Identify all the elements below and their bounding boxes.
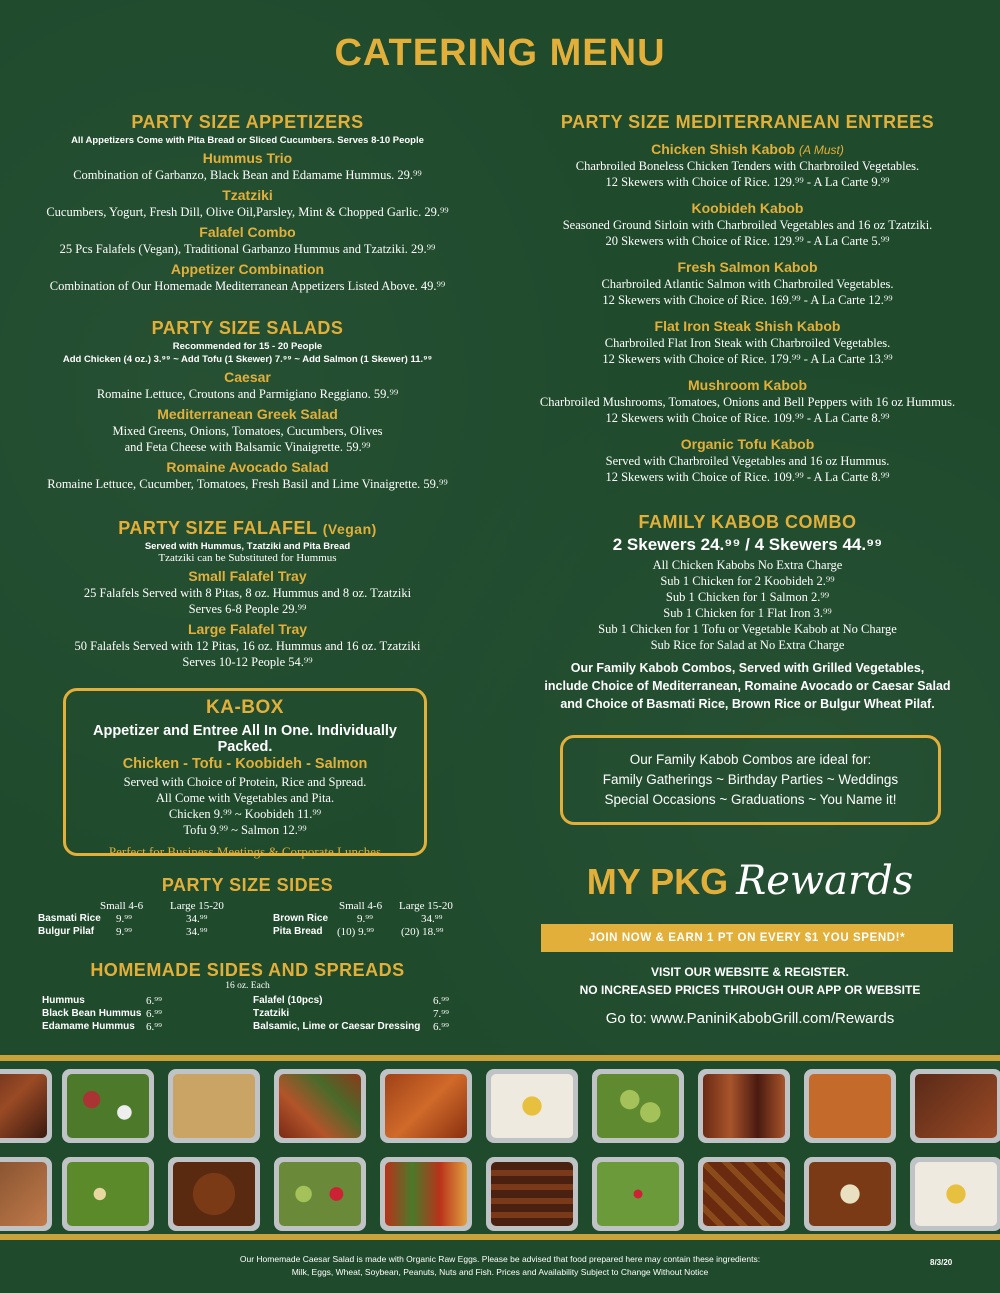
entree-desc: Charbroiled Flat Iron Steak with Charbroiled Vegetables. [604, 336, 891, 350]
sides-col-small: Small 4-6 [100, 900, 144, 912]
ideal-line-3: Special Occasions ~ Graduations ~ You Name it! [604, 792, 897, 807]
spread-name: Hummus [42, 995, 85, 1006]
spread-price: 7.⁹⁹ [433, 1008, 449, 1020]
spreads-right-table [253, 995, 463, 1034]
food-tray [380, 1157, 472, 1231]
spreads-heading-wrap [0, 960, 495, 991]
entree-desc: Charbroiled Mushrooms, Tomatoes, Onions and Bell Peppers with 16 oz Hummus. [539, 395, 956, 409]
sides-col-large: Large 15-20 [399, 900, 453, 912]
combo-bold-3: and Choice of Basmati Rice, Brown Rice or Bulgur Wheat Pilaf. [560, 697, 935, 711]
combo-bold-1: Our Family Kabob Combos, Served with Grilled Vegetables, [570, 661, 925, 675]
side-large-price: (20) 18.⁹⁹ [401, 926, 444, 938]
kabox-line-4: All Come with Vegetables and Pita. [155, 791, 335, 805]
falafel-heading [15, 518, 480, 539]
salad-name: Caesar [224, 369, 271, 385]
appetizer-desc: 25 Pcs Falafels (Vegan), Traditional Garbanzo Hummus and Tzatziki. 29.⁹⁹ [59, 242, 436, 256]
side-large-price: 34.⁹⁹ [186, 926, 208, 938]
list-item [42, 995, 192, 1008]
right-column [505, 112, 990, 485]
spread-name: Tzatziki [253, 1008, 290, 1019]
food-tray [804, 1069, 896, 1143]
appetizers-note: All Appetizers Come with Pita Bread or Sliced Cucumbers. Serves 8-10 People [71, 135, 424, 146]
kabox-proteins: Chicken - Tofu - Koobideh - Salmon [122, 756, 368, 772]
food-tray [0, 1157, 52, 1231]
entree-desc-2: 20 Skewers with Choice of Rice. 129.⁹⁹ - A La Carte 5.⁹⁹ [605, 234, 890, 248]
food-tray [698, 1157, 790, 1231]
kabox-panel [63, 688, 427, 859]
food-tray [592, 1157, 684, 1231]
food-tray [486, 1069, 578, 1143]
salad-name: Romaine Avocado Salad [166, 459, 329, 475]
rewards-visit-1: VISIT OUR WEBSITE & REGISTER. [650, 965, 850, 979]
sides-right-table [273, 900, 473, 939]
table-row [38, 913, 238, 926]
spread-price: 6.⁹⁹ [146, 1021, 162, 1033]
salad-name: Mediterranean Greek Salad [157, 406, 338, 422]
spread-name: Falafel (10pcs) [253, 995, 323, 1006]
list-item [42, 1008, 192, 1021]
spreads-left-table [42, 995, 192, 1034]
falafel-section [15, 518, 480, 670]
side-name: Basmati Rice [38, 913, 101, 924]
falafel-note-2: Tzatziki can be Substituted for Hummus [158, 552, 337, 564]
sides-col-large: Large 15-20 [170, 900, 224, 912]
food-trays-photo [0, 1055, 1000, 1240]
entree-desc: Charbroiled Boneless Chicken Tenders with Charbroiled Vegetables. [575, 159, 920, 173]
food-tray [168, 1069, 260, 1143]
appetizer-desc: Cucumbers, Yogurt, Fresh Dill, Olive Oil,Parsley, Mint & Chopped Garlic. 29.⁹⁹ [46, 205, 449, 219]
table-row [38, 926, 238, 939]
food-tray [592, 1069, 684, 1143]
falafel-name: Small Falafel Tray [188, 568, 307, 584]
food-tray [0, 1069, 52, 1143]
salad-desc: Mixed Greens, Onions, Tomatoes, Cucumbers, Olives [112, 424, 383, 438]
appetizers-heading: PARTY SIZE APPETIZERS [131, 112, 364, 132]
rewards-logo-text: MY PKG [586, 861, 729, 902]
kabox-footer: Perfect for Business Meetings & Corporate Lunches [108, 844, 382, 859]
appetizer-name: Tzatziki [222, 187, 273, 203]
entrees-heading: PARTY SIZE MEDITERRANEAN ENTREES [560, 112, 935, 132]
falafel-heading-text: PARTY SIZE FALAFEL [118, 518, 318, 538]
entree-desc: Served with Charbroiled Vegetables and 16 oz Hummus. [605, 454, 890, 468]
spread-price: 6.⁹⁹ [433, 995, 449, 1007]
salads-heading: PARTY SIZE SALADS [151, 318, 344, 338]
combo-line: Sub 1 Chicken for 1 Tofu or Vegetable Kabob at No Charge [598, 622, 897, 636]
spread-name: Black Bean Hummus [42, 1008, 142, 1019]
food-tray [486, 1157, 578, 1231]
salads-addons: Add Chicken (4 oz.) 3.⁹⁹ ~ Add Tofu (1 Skewer) 7.⁹⁹ ~ Add Salmon (1 Skewer) 11.⁹⁹ [62, 354, 433, 365]
falafel-desc: 25 Falafels Served with 8 Pitas, 8 oz. Hummus and 8 oz. Tzatziki [83, 586, 412, 600]
side-name: Bulgur Pilaf [38, 926, 95, 937]
salad-desc: Romaine Lettuce, Croutons and Parmigiano Reggiano. 59.⁹⁹ [96, 387, 399, 401]
combo-bold-2: include Choice of Mediterranean, Romaine Avocado or Caesar Salad [544, 679, 951, 693]
entree-desc-2: 12 Skewers with Choice of Rice. 109.⁹⁹ - A La Carte 8.⁹⁹ [605, 411, 890, 425]
falafel-desc: 50 Falafels Served with 12 Pitas, 16 oz. Hummus and 16 oz. Tzatziki [74, 639, 421, 653]
side-small-price: 9.⁹⁹ [116, 913, 132, 925]
combo-line: Sub 1 Chicken for 1 Flat Iron 3.⁹⁹ [663, 606, 832, 620]
appetizer-desc: Combination of Our Homemade Mediterranean Appetizers Listed Above. 49.⁹⁹ [49, 279, 446, 293]
food-tray [274, 1157, 366, 1231]
side-small-price: 9.⁹⁹ [116, 926, 132, 938]
entree-name [505, 141, 990, 157]
spread-price: 6.⁹⁹ [146, 995, 162, 1007]
rewards-url[interactable]: Go to: www.PaniniKabobGrill.com/Rewards [605, 1010, 895, 1027]
falafel-note: Served with Hummus, Tzatziki and Pita Bread [144, 541, 351, 552]
entree-desc-2: 12 Skewers with Choice of Rice. 109.⁹⁹ - A La Carte 8.⁹⁹ [605, 470, 890, 484]
falafel-heading-vegan: (Vegan) [322, 521, 377, 537]
ideal-line-1: Our Family Kabob Combos are ideal for: [629, 752, 872, 767]
kabox-line-5: Chicken 9.⁹⁹ ~ Koobideh 11.⁹⁹ [168, 807, 322, 821]
list-item [253, 995, 463, 1008]
entree-desc: Seasoned Ground Sirloin with Charbroiled Vegetables and 16 oz Tzatziki. [562, 218, 933, 232]
food-tray [62, 1069, 154, 1143]
left-column [15, 112, 480, 670]
page-title: CATERING MENU [334, 32, 666, 74]
combo-heading: FAMILY KABOB COMBO [638, 512, 857, 532]
side-small-price: 9.⁹⁹ [357, 913, 373, 925]
entree-desc-2: 12 Skewers with Choice of Rice. 129.⁹⁹ - A La Carte 9.⁹⁹ [605, 175, 890, 189]
food-tray [910, 1157, 1000, 1231]
print-date: 8/3/20 [930, 1258, 953, 1267]
appetizer-name: Appetizer Combination [170, 261, 325, 277]
entree-name-text: Chicken Shish Kabob [651, 141, 796, 157]
combo-line: Sub 1 Chicken for 2 Koobideh 2.⁹⁹ [660, 574, 835, 588]
entree-name: Fresh Salmon Kabob [677, 259, 818, 275]
falafel-desc-2: Serves 6-8 People 29.⁹⁹ [188, 602, 307, 616]
kabox-line-6: Tofu 9.⁹⁹ ~ Salmon 12.⁹⁹ [183, 823, 307, 837]
kabox-heading: KA-BOX [206, 697, 284, 718]
appetizer-name: Hummus Trio [202, 150, 293, 166]
entree-desc-2: 12 Skewers with Choice of Rice. 179.⁹⁹ - A La Carte 13.⁹⁹ [602, 352, 893, 366]
sides-heading-wrap [0, 875, 495, 896]
spread-price: 6.⁹⁹ [433, 1021, 449, 1033]
side-small-price: (10) 9.⁹⁹ [337, 926, 374, 938]
ideal-line-2: Family Gatherings ~ Birthday Parties ~ Weddings [602, 772, 899, 787]
food-tray [910, 1069, 1000, 1143]
entree-name: Organic Tofu Kabob [680, 436, 815, 452]
kabox-line-1: Appetizer and Entree All In One. Individually Packed. [92, 723, 397, 755]
falafel-desc-2: Serves 10-12 People 54.⁹⁹ [182, 655, 313, 669]
side-name: Brown Rice [273, 913, 329, 924]
appetizer-desc: Combination of Garbanzo, Black Bean and Edamame Hummus. 29.⁹⁹ [73, 168, 422, 182]
appetizers-section [15, 112, 480, 294]
spread-price: 6.⁹⁹ [146, 1008, 162, 1020]
rewards-logo-script: Rewards [736, 858, 914, 904]
spreads-heading: HOMEMADE SIDES AND SPREADS [90, 960, 405, 980]
rewards-logo [545, 858, 955, 904]
spreads-note: 16 oz. Each [225, 981, 270, 991]
combo-line: Sub 1 Chicken for 1 Salmon 2.⁹⁹ [665, 590, 830, 604]
food-tray [698, 1069, 790, 1143]
sides-left-table [38, 900, 238, 939]
combo-line: Sub Rice for Salad at No Extra Charge [650, 638, 845, 652]
entree-desc-2: 12 Skewers with Choice of Rice. 169.⁹⁹ - A La Carte 12.⁹⁹ [602, 293, 893, 307]
kabox-line-3: Served with Choice of Protein, Rice and Spread. [123, 775, 367, 789]
food-tray [380, 1069, 472, 1143]
side-large-price: 34.⁹⁹ [186, 913, 208, 925]
rewards-visit-2: NO INCREASED PRICES THROUGH OUR APP OR WEBSITE [579, 983, 921, 997]
food-tray [168, 1157, 260, 1231]
combo-line: All Chicken Kabobs No Extra Charge [652, 558, 843, 572]
rewards-join-banner[interactable]: JOIN NOW & EARN 1 PT ON EVERY $1 YOU SPEND!* [541, 924, 953, 952]
salads-section [15, 318, 480, 492]
table-row [273, 913, 473, 926]
entree-desc: Charbroiled Atlantic Salmon with Charbroiled Vegetables. [601, 277, 894, 291]
salads-note: Recommended for 15 - 20 People [172, 341, 323, 352]
sides-col-small: Small 4-6 [339, 900, 383, 912]
footer-line-2: Milk, Eggs, Wheat, Soybean, Peanuts, Nuts and Fish. Prices and Availability Subject to Change Without Notice [291, 1267, 709, 1277]
food-tray [62, 1157, 154, 1231]
list-item [253, 1021, 463, 1034]
rewards-visit-text [530, 963, 970, 999]
combo-description [510, 659, 985, 713]
appetizer-name: Falafel Combo [199, 224, 296, 240]
list-item [253, 1008, 463, 1021]
entree-tag: (A Must) [798, 143, 844, 157]
list-item [42, 1021, 192, 1034]
table-row [273, 926, 473, 939]
ideal-for-panel [560, 735, 941, 825]
side-name: Pita Bread [273, 926, 323, 937]
salad-desc: Romaine Lettuce, Cucumber, Tomatoes, Fresh Basil and Lime Vinaigrette. 59.⁹⁹ [47, 477, 448, 491]
food-tray [804, 1157, 896, 1231]
entree-name: Flat Iron Steak Shish Kabob [654, 318, 841, 334]
allergen-footer [100, 1253, 900, 1279]
salad-desc-2: and Feta Cheese with Balsamic Vinaigrette. 59.⁹⁹ [124, 440, 371, 454]
entree-name: Mushroom Kabob [688, 377, 807, 393]
falafel-name: Large Falafel Tray [187, 621, 308, 637]
side-large-price: 34.⁹⁹ [421, 913, 443, 925]
spread-name: Edamame Hummus [42, 1021, 135, 1032]
spread-name: Balsamic, Lime or Caesar Dressing [253, 1021, 421, 1032]
combo-price-line: 2 Skewers 24.⁹⁹ / 4 Skewers 44.⁹⁹ [612, 535, 883, 554]
entree-name: Koobideh Kabob [691, 200, 804, 216]
food-tray [274, 1069, 366, 1143]
footer-line-1: Our Homemade Caesar Salad is made with Organic Raw Eggs. Please be advised that food prepared here may contain these ingredients: [239, 1254, 761, 1264]
sides-heading: PARTY SIZE SIDES [161, 875, 334, 895]
family-combo-section [510, 512, 985, 713]
